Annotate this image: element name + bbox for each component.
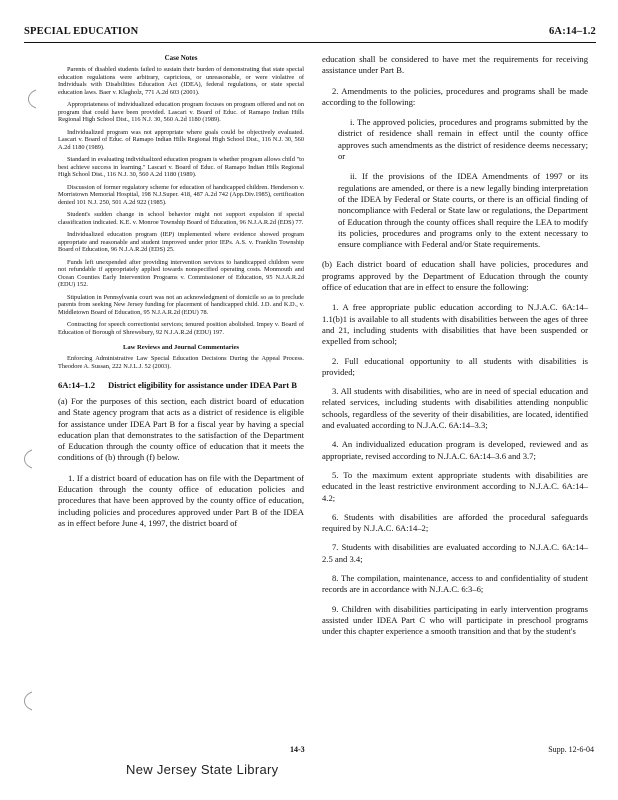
case-note: Discussion of former regulatory scheme for education of handicapped children. Henderson v. Morristown Memorial Hospital, 198 N.J.Super. 418, 487 A.2d 742 (App.Div.1985), certification denied 101 N.J. 250, 501 A.2d 922 (1985).	[58, 183, 304, 206]
case-note: Contracting for speech correctionist services; tenured position abolished. Impey v. Board of Education of Borough of Shrewsbury, 92 N.J.A.R.2d (EDU) 197.	[58, 321, 304, 336]
case-note: Appropriateness of individualized education program focuses on program offered and not on program that could have been provided. Lascari v. Board of Educ. of Ramapo Indian Hills Regional High School Dist., 116 N.J. 30, 560 A.2d 1180 (1989).	[58, 101, 304, 123]
left-column	[58, 54, 304, 538]
section-number: 6A:14–1.2	[58, 380, 95, 390]
list-item: 3. All students with disabilities, who are in need of special education and related services, including students with disabilities attending nonpublic schools, regardless of the severity of their disabilities, are located, identified and evaluated according to N.J.A.C. 6A:14–3.3;	[322, 386, 588, 431]
paragraph-b: (b) Each district board of education shall have policies, procedures and programs approved by the Department of Education through the county office of education that are in effect to ensure the following:	[322, 259, 588, 293]
case-note: Funds left unexpended after providing intervention services to handicapped children were not refundable if appropriately applied towards nonspecified operating costs. Monmouth and Ocean Counties Early Intervention Programs v. Commissioner of Education, 95 N.J.A.R.2d (EDU) 152.	[58, 258, 304, 288]
list-item: 5. To the maximum extent appropriate students with disabilities are educated in the least restrictive environment according to N.J.A.C. 6A:14–4.2;	[322, 469, 588, 503]
law-review-note: Enforcing Administrative Law Special Education Decisions During the Appeal Process. Theodore A. Sussan, 222 N.J.L.J. 52 (2003).	[58, 355, 304, 370]
running-head	[24, 26, 596, 40]
running-head-section: 6A:14–1.2	[548, 26, 596, 37]
library-stamp: New Jersey State Library	[126, 762, 279, 777]
law-reviews-heading: Law Reviews and Journal Commentaries	[122, 344, 240, 351]
case-notes-heading: Case Notes	[164, 54, 198, 62]
case-note: Stipulation in Pennsylvania court was not an acknowledgment of domicile so as to preclude parents from seeking New Jersey funding for placement of handicapped child. J.D. and K.D., v. Middletown Board of Education, 95 N.J.A.R.2d (EDU) 78.	[58, 293, 304, 316]
right-column	[322, 54, 588, 645]
subparagraph-ii: ii. If the provisions of the IDEA Amendments of 1997 or its regulations are amended, or there is a new legally binding interpretation of the IDEA by Federal or State courts, or there is an official finding of noncompliance with Federal or State law or regulations, the Department of Education through the county offices shall require the LEA to modify its policies, procedures and programs only to the extent necessary to ensure compliance with Federal and/or State requirements.	[338, 171, 588, 250]
list-item: 2. Full educational opportunity to all students with disabilities is provided;	[322, 355, 588, 377]
list-item: 4. An individualized education program is developed, reviewed and as appropriate, revised according to N.J.A.C. 6A:14–3.6 and 3.7;	[322, 439, 588, 461]
list-item: 6. Students with disabilities are afforded the procedural safeguards required by N.J.A.C. 6A:14–2;	[322, 511, 588, 534]
page-number: 14-3	[290, 745, 305, 754]
binding-hole-mark	[22, 88, 40, 110]
subparagraph-i: i. The approved policies, procedures and programs submitted by the district of residence shall remain in effect until the county office approves such amendments as the district of residence deems necessary; or	[338, 117, 588, 162]
section-heading	[58, 380, 304, 390]
list-item: 9. Children with disabilities participating in early intervention programs assisted under IDEA Part C who will participate in preschool programs under this chapter experience a smooth transition and that by the student's	[322, 603, 588, 637]
paragraph-a: (a) For the purposes of this section, each district board of education and State agency program that acts as a district of residence is eligible for assistance under IDEA Part B for a fiscal year by having a special education plan that demonstrates to the satisfaction of the Department of Education through the county office of education that it meets the conditions of (b) through (f) below.	[58, 396, 304, 463]
list-item: 1. A free appropriate public education according to N.J.A.C. 6A:14–1.1(b)1 is available to all students with disabilities between the ages of three and 21, including students with disabilities that have been suspended or expelled from school;	[322, 302, 588, 347]
binding-hole-mark	[18, 690, 36, 712]
binding-hole-mark	[18, 448, 36, 470]
list-item: 7. Students with disabilities are evaluated according to N.J.A.C. 6A:14–2.5 and 3.4;	[322, 542, 588, 564]
case-note: Standard in evaluating individualized education program is whether program allows child "to best achieve success in learning." Lascari v. Board of Educ. of Ramapo Indian Hills Regional High School Dist., 116 N.J. 30, 560 A.2d 1180 (1989).	[58, 156, 304, 178]
paragraph-a-1: 1. If a district board of education has on file with the Department of Education through the county office of education policies and procedures that have been approved by the county office of education, including policies and procedures approved under Part B of the IDEA as in effect before June 4, 1997, the district board of	[58, 472, 304, 528]
case-note: Parents of disabled students failed to sustain their burden of demonstrating that state special education regulations were arbitrary, capricious, or unreasonable, or were violative of Individuals with Disabilities Education Act (IDEA), federal regulations, or state special education laws. Baer v. Klagholz, 771 A.2d 603 (2001).	[58, 66, 304, 96]
case-note: Student's sudden change in school behavior might not support expulsion if special classification indicated. K.E. v. Monroe Township Board of Education, 96 N.J.A.R.2d (EDS) 77.	[58, 211, 304, 226]
supplement-date: Supp. 12-6-04	[548, 745, 594, 754]
header-rule	[24, 42, 596, 43]
case-note: Individualized program was not appropriate where goals could be objectively evaluated. Lascari v. Board of Educ. of Ramapo Indian Hills Regional High School Dist., 116 N.J. 30, 560 A.2d 1180 (1989).	[58, 128, 304, 151]
paragraph-continued: education shall be considered to have met the requirements for receiving assistance under Part B.	[322, 54, 588, 76]
running-head-title: SPECIAL EDUCATION	[24, 26, 139, 37]
case-note: Individualized education program (IEP) implemented where evidence showed program appropriate and reasonable and student improved under prior IEPs. A.S. v. Franklin Township Board of Education, 96 N.J.A.R.2d (EDS) 25.	[58, 231, 304, 253]
paragraph-a-2: 2. Amendments to the policies, procedures and programs shall be made according to the following:	[322, 85, 588, 107]
list-item: 8. The compilation, maintenance, access to and confidentiality of student records are in accordance with N.J.A.C. 6:3–6;	[322, 572, 588, 595]
section-title: District eligibility for assistance under IDEA Part B	[108, 380, 297, 390]
